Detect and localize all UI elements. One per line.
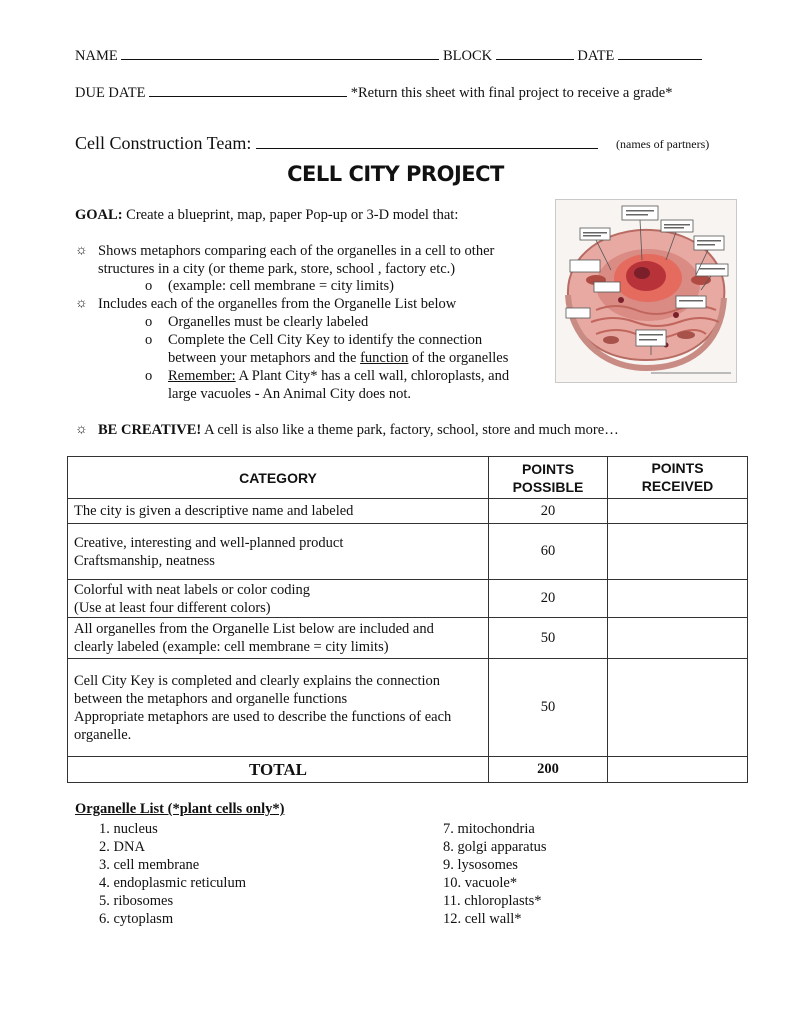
category-text: Colorful with neat labels or color coding bbox=[74, 581, 310, 598]
total-points: 200 bbox=[489, 757, 608, 783]
list-item: 3. cell membrane bbox=[99, 857, 200, 873]
remember-underlined: Remember: bbox=[168, 368, 236, 384]
bullet-text: Shows metaphors comparing each of the organelles in a cell to other bbox=[98, 243, 495, 259]
team-field[interactable] bbox=[256, 132, 598, 149]
category-text: The city is given a descriptive name and labeled bbox=[74, 503, 354, 519]
circle-bullet-icon: o bbox=[145, 332, 153, 348]
text-segment: between your metaphors and the bbox=[168, 350, 361, 366]
list-item: 9. lysosomes bbox=[443, 857, 518, 873]
due-date-field[interactable] bbox=[149, 83, 347, 97]
list-item: 5. ribosomes bbox=[99, 893, 174, 909]
return-note: *Return this sheet with final project to receive a grade* bbox=[350, 85, 673, 101]
name-field[interactable] bbox=[121, 46, 439, 60]
organelle-list-title: Organelle List (*plant cells only*) bbox=[75, 801, 285, 817]
list-item: 10. vacuole* bbox=[443, 875, 518, 891]
points-received-cell[interactable] bbox=[608, 524, 748, 580]
points-received-cell[interactable] bbox=[608, 659, 748, 757]
list-item: 8. golgi apparatus bbox=[443, 839, 547, 855]
category-header: CATEGORY bbox=[68, 457, 489, 499]
goal-text: Create a blueprint, map, paper Pop-up or 3-D model that: bbox=[126, 207, 459, 223]
table-row bbox=[68, 659, 748, 757]
cell-diagram-image bbox=[556, 200, 736, 382]
due-date-line bbox=[75, 83, 672, 102]
category-cell bbox=[68, 524, 489, 580]
page-title: CELL CITY PROJECT bbox=[287, 162, 504, 186]
header-line: POSSIBLE bbox=[512, 478, 584, 495]
goal-label: GOAL: bbox=[75, 207, 123, 223]
category-text: between the metaphors and organelle functions bbox=[74, 690, 348, 707]
text-segment: A cell is also like a theme park, factory, school, store and much more… bbox=[201, 422, 619, 438]
header-line: RECEIVED bbox=[641, 478, 714, 494]
cell-city-illustration bbox=[555, 199, 737, 383]
category-text: Craftsmanship, neatness bbox=[74, 552, 215, 569]
category-text: organelle. bbox=[74, 726, 132, 743]
total-label: TOTAL bbox=[68, 757, 489, 783]
category-text: (Use at least four different colors) bbox=[74, 599, 271, 616]
points-possible-cell: 50 bbox=[489, 618, 608, 659]
due-date-label: DUE DATE bbox=[75, 85, 146, 101]
points-possible-cell: 20 bbox=[489, 499, 608, 524]
name-line bbox=[75, 46, 702, 65]
points-received-cell[interactable] bbox=[608, 618, 748, 659]
circle-bullet-icon: o bbox=[145, 368, 153, 384]
list-item: 12. cell wall* bbox=[443, 911, 522, 927]
points-received-cell[interactable] bbox=[608, 580, 748, 618]
sun-bullet-icon: ☼ bbox=[75, 422, 88, 437]
sub-bullet-text: (example: cell membrane = city limits) bbox=[168, 278, 395, 294]
be-creative-bold: BE CREATIVE! bbox=[98, 422, 202, 438]
sun-bullet-icon: ☼ bbox=[75, 296, 88, 311]
category-text: Appropriate metaphors are used to describe the functions of each bbox=[74, 708, 452, 725]
function-underlined: function bbox=[360, 350, 409, 366]
table-row bbox=[68, 499, 748, 524]
list-item: 2. DNA bbox=[99, 839, 145, 855]
circle-bullet-icon: o bbox=[145, 278, 153, 294]
goal-line bbox=[75, 207, 458, 224]
list-item: 6. cytoplasm bbox=[99, 911, 174, 927]
grading-rubric-table bbox=[67, 456, 748, 783]
text-segment: A Plant City* has a cell wall, chloroplasts, and bbox=[235, 368, 510, 384]
sub-bullet-text: Organelles must be clearly labeled bbox=[168, 314, 369, 330]
table-row bbox=[68, 580, 748, 618]
header-line: POINTS bbox=[651, 460, 704, 476]
points-received-cell[interactable] bbox=[608, 499, 748, 524]
block-field[interactable] bbox=[496, 46, 574, 60]
header-line: POINTS bbox=[521, 460, 575, 477]
category-text: Creative, interesting and well-planned product bbox=[74, 534, 344, 551]
points-received-header bbox=[608, 457, 748, 499]
date-field[interactable] bbox=[618, 46, 702, 60]
sub-bullet-text: large vacuoles - An Animal City does not. bbox=[168, 386, 411, 402]
bullet-text bbox=[98, 422, 619, 439]
category-cell bbox=[68, 499, 489, 524]
points-possible-cell: 60 bbox=[489, 524, 608, 580]
category-cell bbox=[68, 659, 489, 757]
points-possible-cell: 50 bbox=[489, 659, 608, 757]
list-item: 4. endoplasmic reticulum bbox=[99, 875, 246, 891]
points-possible-header bbox=[489, 457, 608, 499]
circle-bullet-icon: o bbox=[145, 314, 153, 330]
category-cell bbox=[68, 618, 489, 659]
sun-bullet-icon: ☼ bbox=[75, 243, 88, 258]
team-line bbox=[75, 132, 598, 154]
bullet-text: structures in a city (or theme park, store, school , factory etc.) bbox=[98, 261, 456, 277]
points-possible-cell: 20 bbox=[489, 580, 608, 618]
table-row bbox=[68, 618, 748, 659]
list-item: 11. chloroplasts* bbox=[443, 893, 542, 909]
sub-bullet-text bbox=[168, 350, 508, 367]
date-label: DATE bbox=[577, 48, 615, 64]
table-header-row bbox=[68, 457, 748, 499]
category-text: clearly labeled (example: cell membrane = city limits) bbox=[74, 639, 389, 655]
text-segment: of the organelles bbox=[408, 350, 509, 366]
table-row bbox=[68, 524, 748, 580]
total-received-cell[interactable] bbox=[608, 757, 748, 783]
sub-bullet-text: Complete the Cell City Key to identify the connection bbox=[168, 332, 483, 348]
team-label: Cell Construction Team: bbox=[75, 133, 252, 153]
block-label: BLOCK bbox=[442, 48, 493, 64]
bullet-text: Includes each of the organelles from the Organelle List below bbox=[98, 296, 457, 312]
category-text: Cell City Key is completed and clearly explains the connection bbox=[74, 672, 441, 689]
table-total-row bbox=[68, 757, 748, 783]
list-item: 1. nucleus bbox=[99, 821, 158, 837]
category-cell bbox=[68, 580, 489, 618]
list-item: 7. mitochondria bbox=[443, 821, 535, 837]
sub-bullet-text bbox=[168, 368, 509, 385]
category-text: All organelles from the Organelle List below are included and bbox=[74, 621, 434, 637]
partners-note: (names of partners) bbox=[616, 137, 710, 151]
name-label: NAME bbox=[75, 48, 118, 64]
